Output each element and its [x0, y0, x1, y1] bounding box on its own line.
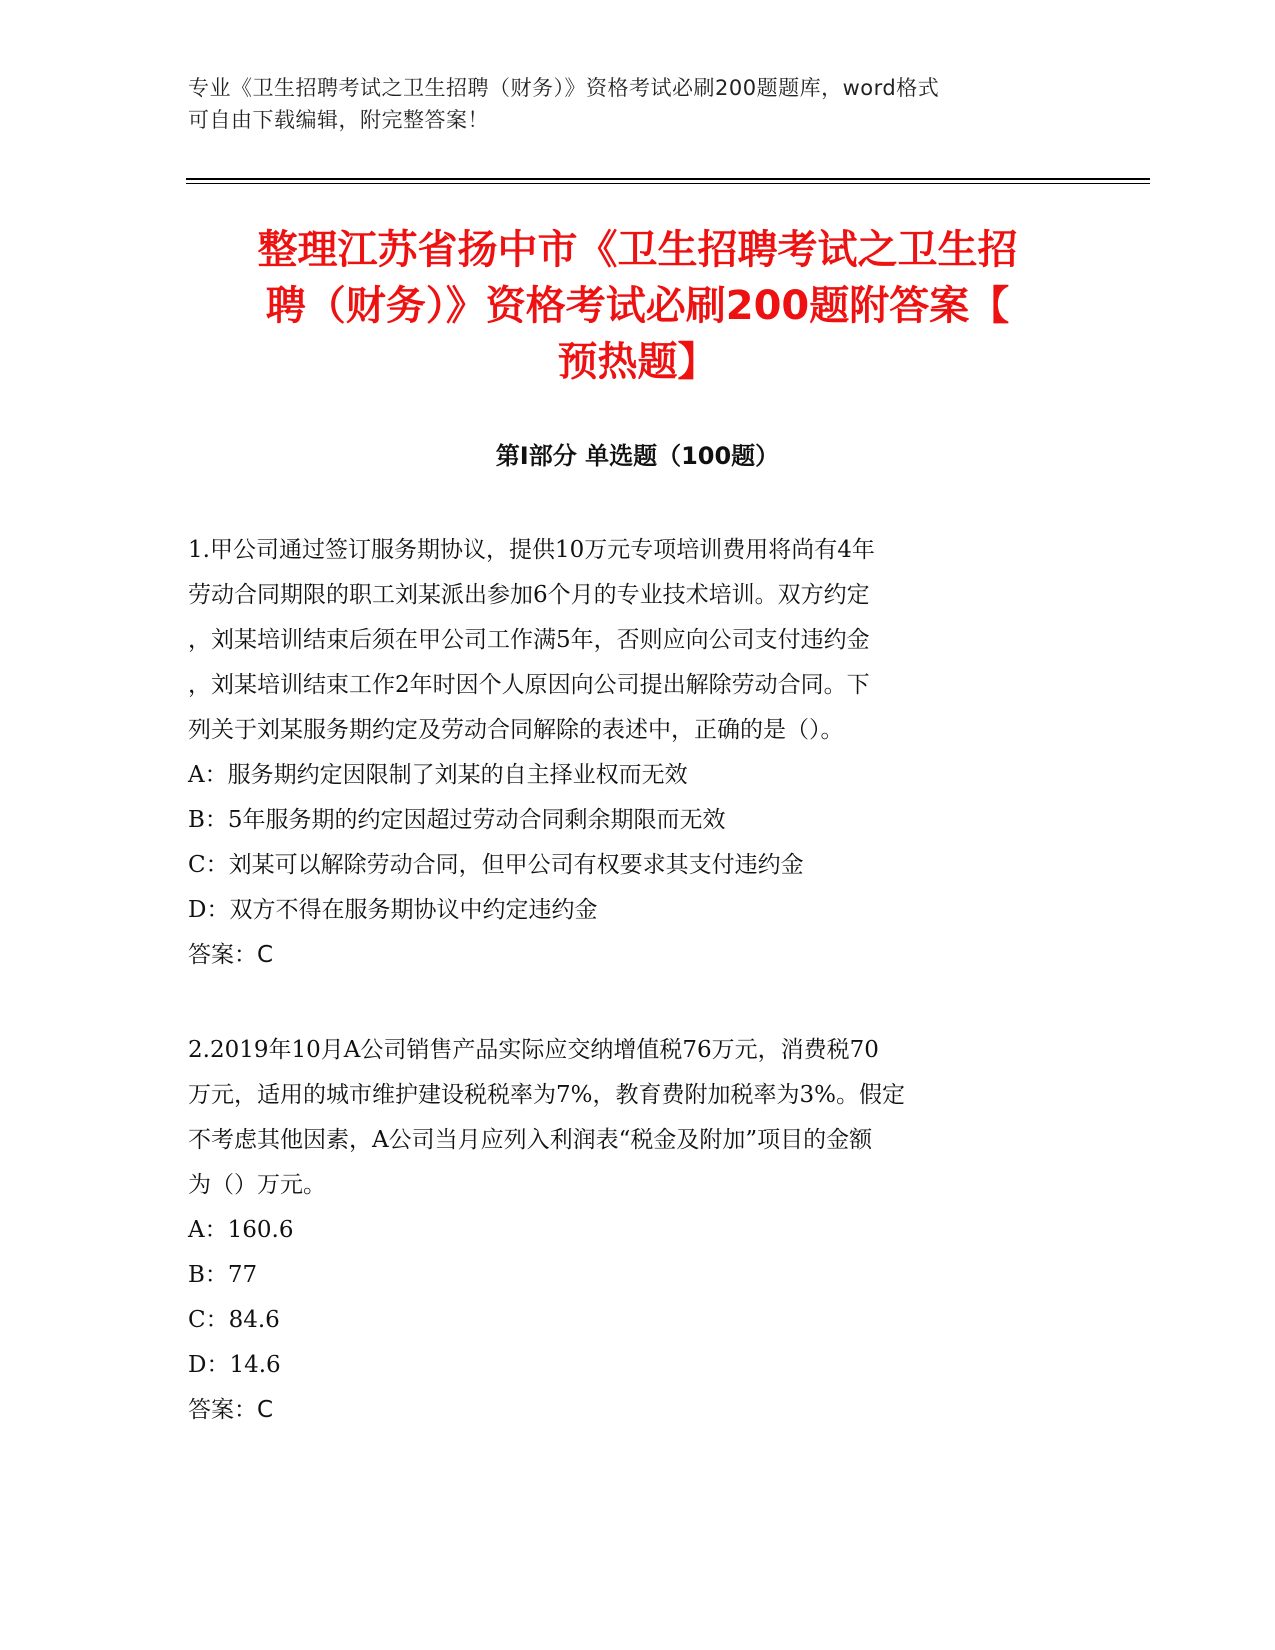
stem-line: 为（）万元。: [188, 1172, 326, 1198]
question-stem: [188, 528, 1088, 753]
section-heading: 第Ⅰ部分 单选题（100题）: [495, 442, 780, 470]
option-c: C：84.6: [188, 1307, 280, 1333]
header-note-line: 专业《卫生招聘考试之卫生招聘（财务）》资格考试必刷200题题库，word格式: [188, 76, 940, 100]
option-b: B：5年服务期的约定因超过劳动合同剩余期限而无效: [188, 807, 726, 833]
answer-line: 答案：C: [188, 942, 274, 968]
header-divider-thick: [186, 178, 1150, 180]
stem-line: ，刘某培训结束后须在甲公司工作满5年，否则应向公司支付违约金: [188, 627, 870, 653]
option-c: C：刘某可以解除劳动合同，但甲公司有权要求其支付违约金: [188, 852, 804, 878]
question-2: [188, 1028, 1088, 1433]
title-line: 整理江苏省扬中市《卫生招聘考试之卫生招: [257, 227, 1018, 273]
stem-line: 1.甲公司通过签订服务期协议，提供10万元专项培训费用将尚有4年: [188, 537, 875, 563]
document-title: [190, 222, 1085, 390]
option-a: A：服务期约定因限制了刘某的自主择业权而无效: [188, 762, 688, 788]
stem-line: 2.2019年10月A公司销售产品实际应交纳增值税76万元，消费税70: [188, 1037, 879, 1063]
question-stem: [188, 1028, 1088, 1208]
question-1: [188, 528, 1088, 978]
header-divider-thin: [186, 183, 1150, 184]
title-line: 聘（财务）》资格考试必刷200题附答案【: [265, 283, 1010, 329]
title-line: 预热题】: [557, 339, 718, 385]
stem-line: 劳动合同期限的职工刘某派出参加6个月的专业技术培训。双方约定: [188, 582, 870, 608]
stem-line: 万元，适用的城市维护建设税税率为7%，教育费附加税率为3%。假定: [188, 1082, 905, 1108]
answer-line: 答案：C: [188, 1397, 274, 1423]
header-note: [188, 72, 1068, 136]
option-a: A：160.6: [188, 1217, 294, 1243]
option-b: B：77: [188, 1262, 258, 1288]
stem-line: 不考虑其他因素，A公司当月应列入利润表“税金及附加”项目的金额: [188, 1127, 873, 1153]
option-d: D：双方不得在服务期协议中约定违约金: [188, 897, 598, 923]
option-d: D：14.6: [188, 1352, 281, 1378]
header-note-line: 可自由下载编辑，附完整答案！: [188, 108, 489, 132]
stem-line: ，刘某培训结束工作2年时因个人原因向公司提出解除劳动合同。下: [188, 672, 870, 698]
stem-line: 列关于刘某服务期约定及劳动合同解除的表述中，正确的是（）。: [188, 717, 844, 743]
